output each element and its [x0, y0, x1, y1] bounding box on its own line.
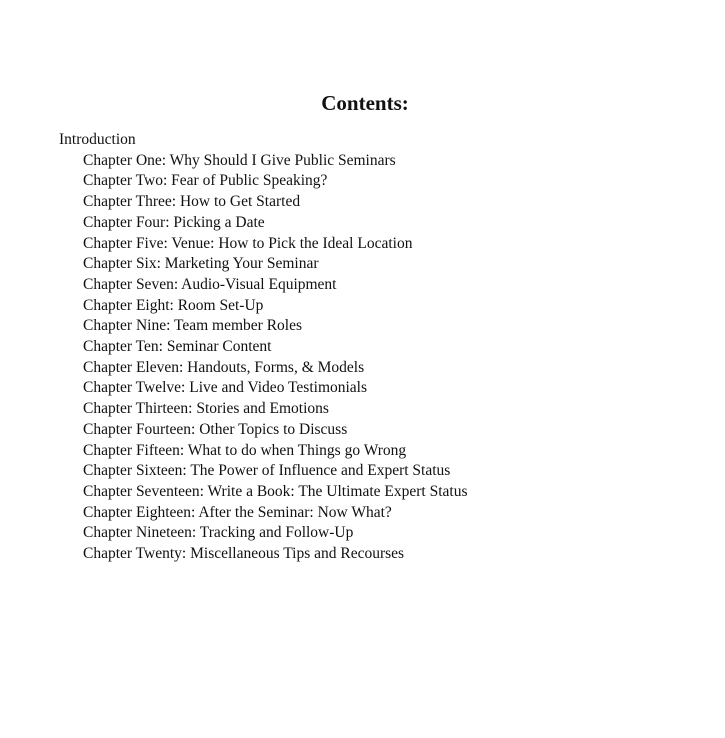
chapter-item-7: Chapter Seven: Audio-Visual Equipment — [83, 275, 337, 293]
chapter-item-17: Chapter Seventeen: Write a Book: The Ultimate Expert Status — [83, 482, 468, 500]
chapter-item-11: Chapter Eleven: Handouts, Forms, & Models — [83, 358, 365, 376]
chapter-item-10: Chapter Ten: Seminar Content — [83, 338, 272, 356]
chapter-item-2: Chapter Two: Fear of Public Speaking? — [83, 172, 328, 190]
chapter-item-13: Chapter Thirteen: Stories and Emotions — [83, 400, 329, 418]
chapter-item-3: Chapter Three: How to Get Started — [83, 193, 301, 211]
toc-introduction: Introduction — [59, 131, 136, 148]
chapter-item-12: Chapter Twelve: Live and Video Testimonials — [83, 379, 368, 397]
chapter-list — [59, 151, 468, 565]
chapter-item-9: Chapter Nine: Team member Roles — [83, 317, 303, 335]
chapter-item-5: Chapter Five: Venue: How to Pick the Ideal Location — [83, 234, 413, 252]
chapter-item-1: Chapter One: Why Should I Give Public Seminars — [83, 151, 396, 169]
chapter-item-18: Chapter Eighteen: After the Seminar: Now What? — [83, 503, 392, 521]
chapter-item-15: Chapter Fifteen: What to do when Things go Wrong — [83, 441, 407, 459]
chapter-item-14: Chapter Fourteen: Other Topics to Discuss — [83, 420, 348, 438]
chapter-item-16: Chapter Sixteen: The Power of Influence and Expert Status — [83, 462, 451, 480]
chapter-item-6: Chapter Six: Marketing Your Seminar — [83, 255, 319, 273]
table-of-contents — [59, 130, 468, 565]
contents-title: Contents: — [321, 91, 409, 115]
chapter-item-20: Chapter Twenty: Miscellaneous Tips and Recourses — [83, 545, 405, 563]
chapter-item-19: Chapter Nineteen: Tracking and Follow-Up — [83, 524, 354, 542]
chapter-item-4: Chapter Four: Picking a Date — [83, 213, 265, 231]
chapter-item-8: Chapter Eight: Room Set-Up — [83, 296, 264, 314]
